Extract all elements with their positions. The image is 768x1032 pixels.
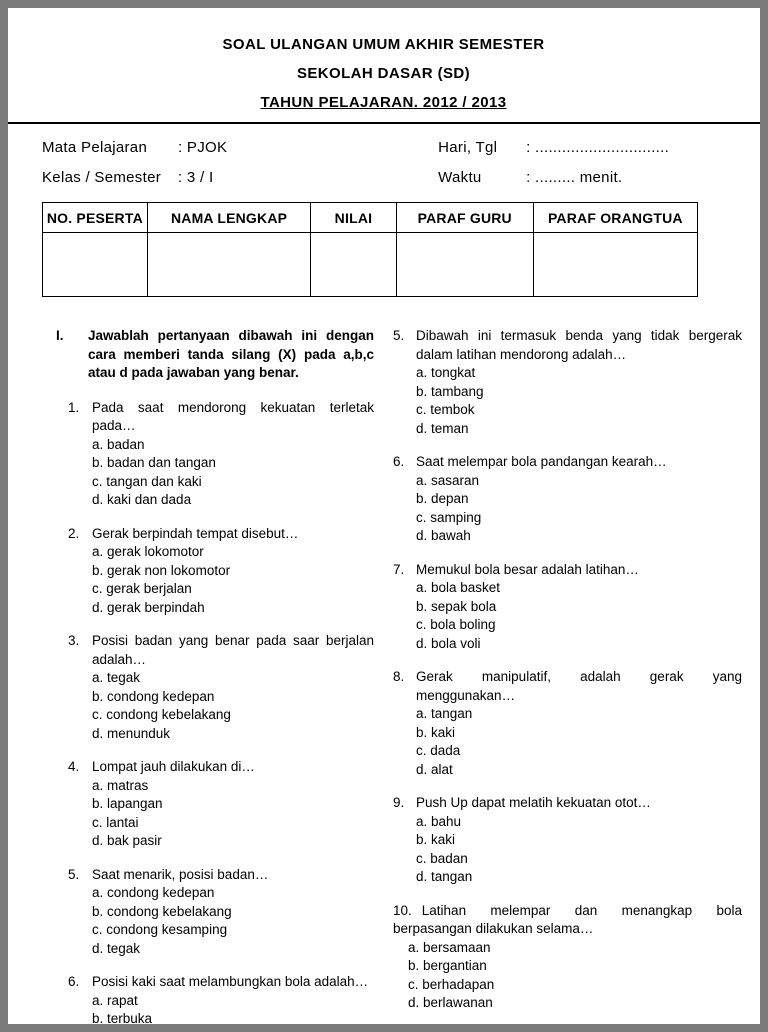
answer-option: d. bak pasir: [92, 833, 162, 848]
class-label: Kelas / Semester: [42, 169, 162, 186]
answer-option: c. badan: [416, 850, 468, 866]
question-text: Dibawah ini termasuk benda yang tidak bergerak dalam latihan mendorong adalah…: [416, 328, 742, 362]
answer-options: [408, 939, 742, 1013]
subject-label: Mata Pelajaran: [42, 139, 148, 156]
left-question-column: [56, 327, 374, 1024]
question-number: 1.: [68, 399, 80, 415]
question-text: Lompat jauh dilakukan di…: [92, 759, 255, 774]
header-nama-lengkap: NAMA LENGKAP: [147, 203, 311, 233]
date-fill-in-line: : ..............................: [526, 139, 670, 156]
question-number: 5.: [68, 866, 80, 882]
answer-option: b. bergantian: [408, 958, 487, 973]
question-number: 6.: [393, 454, 405, 469]
answer-option: d. menunduk: [92, 725, 171, 741]
answer-option: c. tembok: [416, 402, 475, 417]
section-numeral: I.: [56, 328, 64, 343]
empty-cell-nama-lengkap: [147, 233, 311, 297]
answer-option: a. badan: [92, 436, 145, 452]
document-header: [42, 34, 725, 114]
answer-options: [92, 992, 374, 1025]
answer-option: a. sasaran: [416, 472, 480, 488]
empty-cell-no-peserta: [43, 233, 148, 297]
exam-meta: [42, 138, 725, 198]
answer-options: [92, 543, 374, 617]
question: [68, 632, 374, 743]
answer-option: d. berlawanan: [408, 995, 493, 1010]
question: [68, 399, 374, 510]
right-question-list: [393, 327, 742, 1013]
date-label: Hari, Tgl: [438, 139, 498, 156]
question-text: 10. Latihan melempar dan menangkap bola berpasangan dilakukan selama…: [393, 902, 742, 936]
empty-cell-paraf-orangtua: [533, 233, 697, 297]
document-title-line2: SEKOLAH DASAR (SD): [296, 65, 471, 82]
header-paraf-orangtua: PARAF ORANGTUA: [533, 203, 697, 233]
answer-option: b. gerak non lokomotor: [92, 562, 231, 578]
answer-option: a. matras: [92, 777, 149, 793]
answer-option: a. gerak lokomotor: [92, 544, 204, 559]
question-text: Saat melempar bola pandangan kearah…: [416, 454, 667, 469]
empty-cell-paraf-guru: [396, 233, 533, 297]
answer-option: d. bola voli: [416, 635, 481, 651]
answer-option: b. terbuka: [92, 1011, 153, 1024]
question: [393, 902, 742, 1013]
question-number: 2.: [68, 525, 80, 541]
question-number: 3.: [68, 633, 80, 648]
answer-options: [416, 472, 742, 546]
answer-option: a. tegak: [92, 670, 141, 685]
question: [393, 453, 742, 546]
answer-option: d. teman: [416, 420, 469, 436]
question-body: [416, 794, 742, 887]
answer-option: c. condong kesamping: [92, 922, 228, 937]
question: [393, 794, 742, 887]
header-no-peserta: NO. PESERTA: [43, 203, 148, 233]
answer-option: a. bola basket: [416, 580, 501, 595]
meta-row-subject: [42, 138, 438, 158]
answer-option: b. lapangan: [92, 796, 163, 811]
document-title-line3: TAHUN PELAJARAN. 2012 / 2013: [260, 94, 507, 111]
answer-options: [92, 669, 374, 743]
answer-options: [92, 436, 374, 510]
answer-option: b. condong kebelakang: [92, 903, 232, 919]
question-number: 10.: [393, 902, 412, 918]
answer-option: c. condong kebelakang: [92, 707, 231, 722]
answer-option: c. gerak berjalan: [92, 581, 192, 596]
question: [393, 668, 742, 779]
question-text: Gerak manipulatif, adalah gerak yang menggunakan…: [416, 669, 742, 703]
answer-option: c. tangan dan kaki: [92, 473, 202, 489]
question-body: [92, 973, 374, 1024]
question: [68, 525, 374, 618]
question-body: [92, 866, 374, 959]
right-question-column: [393, 327, 742, 1024]
answer-options: [92, 777, 374, 851]
time-fill-in-line: : ......... menit.: [526, 169, 623, 186]
question: [68, 758, 374, 851]
question-body: [92, 758, 374, 851]
answer-option: a. bahu: [416, 813, 462, 829]
identity-table-header-row: [43, 203, 698, 233]
subject-value: : PJOK: [178, 139, 228, 156]
question-number: 8.: [393, 669, 405, 684]
answer-option: b. kaki: [416, 832, 456, 847]
question: [68, 866, 374, 959]
question-number: 9.: [393, 795, 405, 810]
answer-option: c. dada: [416, 743, 461, 758]
empty-cell-nilai: [311, 233, 396, 297]
question-body: [416, 668, 742, 779]
answer-option: b. depan: [416, 491, 469, 506]
question-text: Posisi badan yang benar pada saar berjalan adalah…: [92, 633, 374, 667]
answer-option: b. tambang: [416, 383, 484, 399]
answer-option: b. badan dan tangan: [92, 455, 216, 470]
meta-left-column: [42, 138, 438, 198]
exam-document-page: [8, 8, 760, 1024]
answer-option: c. bola boling: [416, 617, 496, 632]
meta-row-date: [438, 138, 725, 158]
answer-option: d. kaki dan dada: [92, 492, 192, 507]
answer-option: c. berhadapan: [408, 976, 495, 992]
question-body: [92, 399, 374, 510]
question-body: [416, 453, 742, 546]
question: [393, 561, 742, 654]
answer-option: a. rapat: [92, 992, 138, 1008]
answer-options: [92, 884, 374, 958]
answer-option: b. sepak bola: [416, 598, 497, 614]
meta-right-column: [438, 138, 725, 198]
time-label: Waktu: [438, 169, 482, 186]
question: [68, 973, 374, 1024]
document-title-line1: SOAL ULANGAN UMUM AKHIR SEMESTER: [222, 36, 545, 53]
question-text: Memukul bola besar adalah latihan…: [416, 561, 639, 577]
answer-option: d. alat: [416, 761, 453, 777]
answer-option: d. tegak: [92, 940, 141, 956]
identity-table-empty-row: [43, 233, 698, 297]
answer-options: [416, 705, 742, 779]
question-columns: [42, 327, 742, 1024]
question-number: 5.: [393, 328, 405, 343]
answer-option: b. condong kedepan: [92, 688, 215, 704]
question-text: Posisi kaki saat melambungkan bola adalah…: [92, 974, 369, 989]
answer-option: a. bersamaan: [408, 939, 491, 955]
question-body: [416, 327, 742, 438]
section-instruction: [56, 327, 374, 383]
question-text: Saat menarik, posisi badan…: [92, 866, 269, 882]
header-nilai: NILAI: [311, 203, 396, 233]
class-value: : 3 / I: [178, 169, 214, 186]
question-body: [416, 561, 742, 654]
answer-option: b. kaki: [416, 724, 456, 740]
answer-option: d. gerak berpindah: [92, 599, 205, 615]
question-body: [92, 632, 374, 743]
meta-row-class: [42, 168, 438, 188]
answer-option: c. samping: [416, 509, 482, 525]
question-number: 4.: [68, 759, 80, 774]
identity-table: [42, 202, 698, 297]
question: [393, 327, 742, 438]
meta-row-time: [438, 168, 725, 188]
question-number: 6.: [68, 974, 80, 989]
section-instruction-text: Jawablah pertanyaan dibawah ini dengan cara memberi tanda silang (X) pada a,b,c atau d pada jawaban yang benar.: [88, 328, 374, 380]
question-text: Push Up dapat melatih kekuatan otot…: [416, 795, 651, 810]
question-text: Pada saat mendorong kekuatan terletak pada…: [92, 399, 374, 433]
answer-option: d. tangan: [416, 869, 473, 884]
answer-option: a. condong kedepan: [92, 885, 215, 900]
question-number: 7.: [393, 561, 405, 577]
question-body: [92, 525, 374, 618]
answer-options: [416, 364, 742, 438]
answer-options: [416, 579, 742, 653]
header-divider: [8, 122, 760, 124]
answer-option: c. lantai: [92, 814, 139, 830]
answer-option: a. tongkat: [416, 365, 476, 380]
answer-option: d. bawah: [416, 528, 471, 543]
question-text: Gerak berpindah tempat disebut…: [92, 525, 299, 541]
left-question-list: [56, 399, 374, 1025]
answer-options: [416, 813, 742, 887]
header-paraf-guru: PARAF GURU: [396, 203, 533, 233]
answer-option: a. tangan: [416, 706, 473, 721]
